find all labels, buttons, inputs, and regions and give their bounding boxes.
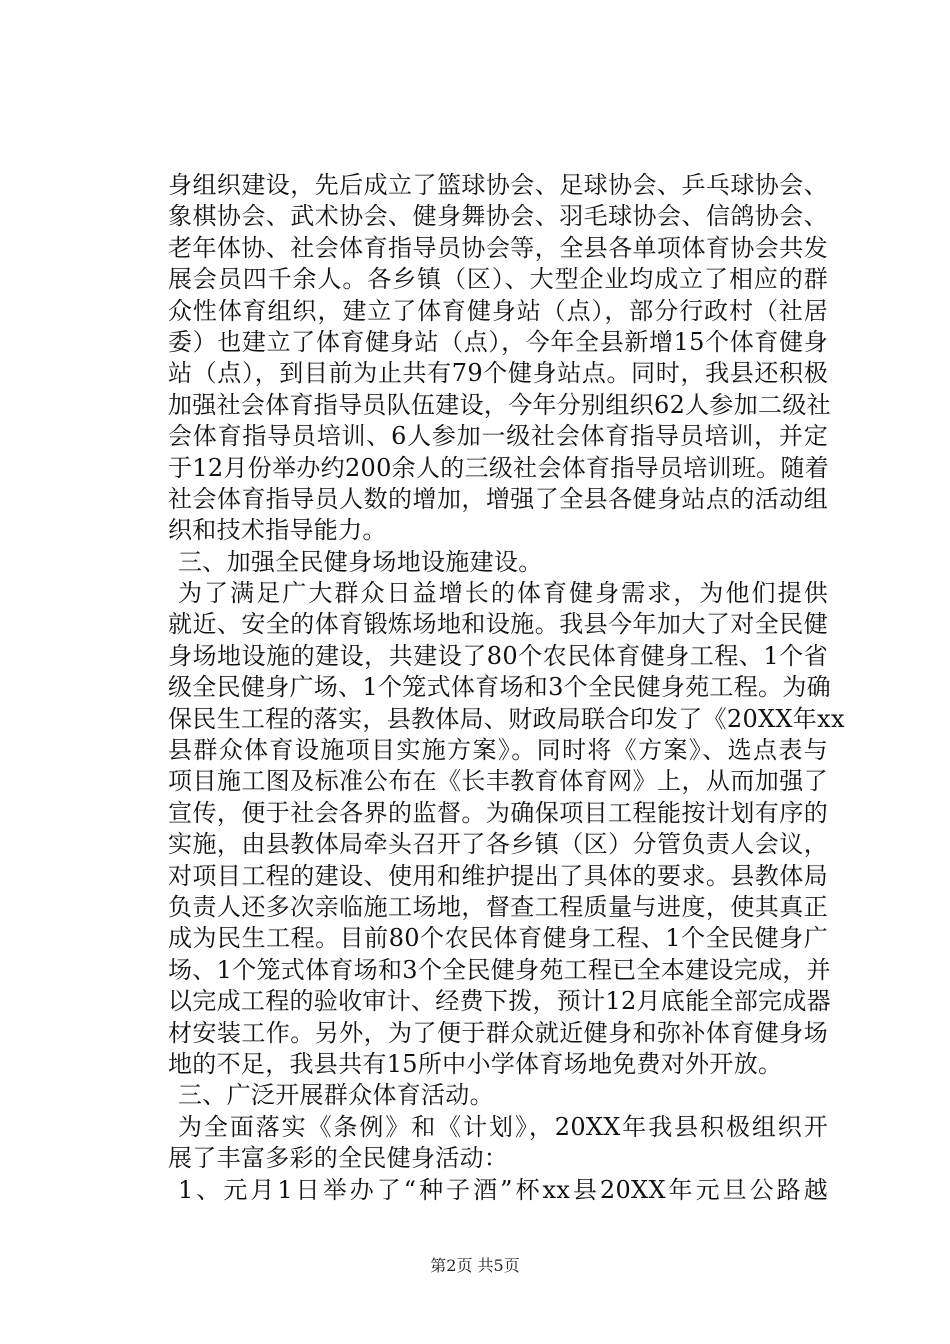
text-line: 宣传，便于社会各界的监督。为确保项目工程能按计划有序的 [168,798,828,827]
text-line: 地的不足，我县共有15所中小学体育场地免费对外开放。 [168,1049,783,1078]
text-line: 众性体育组织，建立了体育健身站（点），部分行政村（社居 [168,296,828,325]
text-line: 就近、安全的体育锻炼场地和设施。我县今年加大了对全民健 [168,610,828,639]
text-line: 以完成工程的验收审计、经费下拨，预计12月底能全部完成器 [168,987,831,1016]
text-line: 象棋协会、武术协会、健身舞协会、羽毛球协会、信鸽协会、 [168,202,828,231]
text-line: 为了满足广大群众日益增长的体育健身需求，为他们提供 [178,579,828,608]
text-line: 1、元月1日举办了“种子酒”杯xx县20XX年元旦公路越 [178,1175,828,1204]
text-line: 展了丰富多彩的全民健身活动： [168,1144,509,1173]
text-line: 对项目工程的建设、使用和维护提出了具体的要求。县教体局 [168,861,828,890]
text-line: 身场地设施的建设，共建设了80个农民体育健身工程、1个省 [168,641,828,670]
text-line: 会体育指导员培训、6人参加一级社会体育指导员培训，并定 [168,422,828,451]
text-line: 老年体协、社会体育指导员协会等，全县各单项体育协会共发 [168,233,828,262]
text-line: 社会体育指导员人数的增加，增强了全县各健身站点的活动组 [168,484,828,513]
text-line: 站（点），到目前为止共有79个健身站点。同时，我县还积极 [168,359,828,388]
text-line: 实施，由县教体局牵头召开了各乡镇（区）分管负责人会议， [168,830,828,859]
document-body [168,170,845,1206]
text-line: 织和技术指导能力。 [168,516,387,545]
section-heading: 三、加强全民健身场地设施建设。 [178,547,543,576]
text-line: 成为民生工程。目前80个农民体育健身工程、1个全民健身广 [168,924,828,953]
page-footer: 第2页 共5页 [430,1256,520,1275]
text-line: 委）也建立了体育健身站（点），今年全县新增15个体育健身 [168,327,828,356]
text-line: 加强社会体育指导员队伍建设，今年分别组织62人参加二级社 [168,390,831,419]
section-heading: 三、广泛开展群众体育活动。 [178,1081,494,1110]
text-line: 县群众体育设施项目实施方案》。同时将《方案》、选点表与 [168,736,828,765]
text-line: 项目施工图及标准公布在《长丰教育体育网》上，从而加强了 [168,767,828,796]
text-line: 负责人还多次亲临施工场地，督查工程质量与进度，使其真正 [168,892,828,921]
text-line: 于12月份举办约200余人的三级社会体育指导员培训班。随着 [168,453,830,482]
text-line: 场、1个笼式体育场和3个全民健身苑工程已全本建设完成，并 [168,955,831,984]
text-line: 材安装工作。另外，为了便于群众就近健身和弥补体育健身场 [168,1018,828,1047]
text-line: 级全民健身广场、1个笼式体育场和3个全民健身苑工程。为确 [168,673,831,702]
text-line: 展会员四千余人。各乡镇（区）、大型企业均成立了相应的群 [168,265,828,294]
text-line: 为全面落实《条例》和《计划》，20XX年我县积极组织开 [178,1112,828,1141]
text-line: 身组织建设，先后成立了篮球协会、足球协会、乒乓球协会、 [168,171,828,199]
text-line: 保民生工程的落实，县教体局、财政局联合印发了《20XX年xx [168,704,845,733]
